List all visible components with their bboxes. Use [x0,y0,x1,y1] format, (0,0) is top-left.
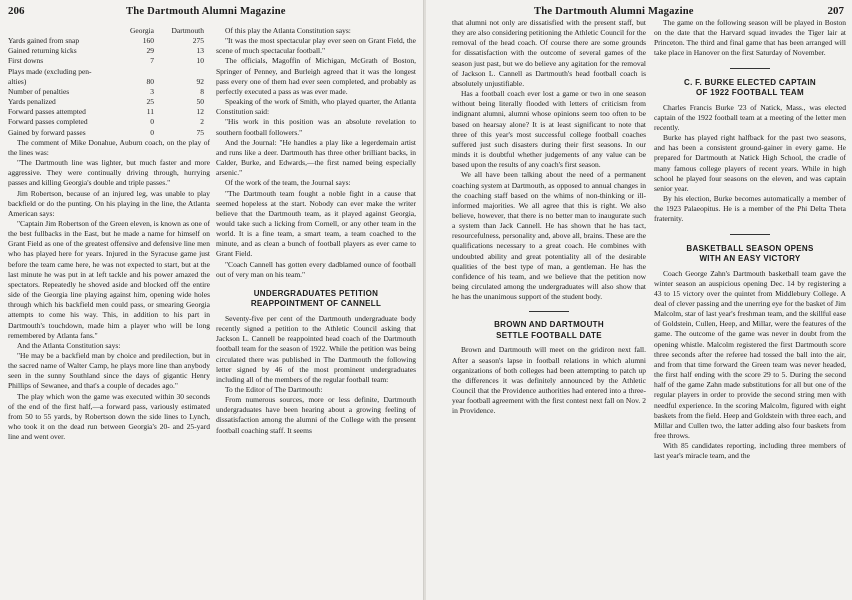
section-rule [730,234,770,235]
paragraph: "Captain Jim Robertson of the Green eleven, is known as one of the best fullbacks in the East, but he made a name for himself on Grant Field as one of the greatest offensive and defensive line men who has played here for years. Injured in the Syracuse game just before the team came here, he was not expected to start, but at the last minute he was put in at left tackle and his power amazed the spectators. Repeatedly he shoved aside and blocked off the entire side of the Georgia line playing against him, opening wide holes through which his backfield men could pass, or smearing Georgia attempts to come his way. This, in addition to his part in Dartmouth's touchdown, made him a player who will be long remembered by Atlanta fans." [8,218,210,340]
paragraph: And the Atlanta Constitution says: [17,340,121,350]
stats-georgia: 7 [150,56,154,66]
paragraph: From numerous sources, more or less definite, Dartmouth undergraduates have been hearing about a growing feeling of dissatisfaction among the alumni of the College with the present football coaching staff. It seems [216,395,416,435]
running-head-left: The Dartmouth Alumni Magazine [126,6,286,17]
stats-label: Number of penalties [8,86,70,96]
left-col2-text [216,26,416,280]
paragraph: Charles Francis Burke '23 of Natick, Mass., was elected captain of the 1922 football team at a meeting of the letter men recently. [654,102,846,132]
heading-petition: UNDERGRADUATES PETITION REAPPOINTMENT OF CANNELL [250,288,382,309]
stats-header-dartmouth: Dartmouth [171,26,204,35]
stats-label: Gained by forward passes [8,127,86,137]
stats-row [8,46,210,56]
paragraph: And the Journal: "He handles a play like a legerdemain artist and runs like a deer. Dartmouth has three other brilliant backs, in Calder, Burke, and Edwards,—the first named being especially arsenic." [216,137,416,178]
stats-georgia: 25 [146,97,154,107]
paragraph: "It was the most spectacular play ever seen on Grant Field, the scene of much spectacular football." [216,36,416,56]
paragraph: "He may be a backfield man by choice and predilection, but in the sacred name of Walter Camp, he plays more line than anybody seen in the sunny Southland since the days of gigantic Henry Phillips of Sewanee, and that's a couple of decades ago." [8,351,210,391]
stats-dartmouth: 2 [200,117,204,127]
paragraph: Brown and Dartmouth will meet on the gridiron next fall. After a season's lapse in football relations in which alumni organizations of both colleges had been attempting to patch up the differences it was definitely announced by the Athletic Council that the Providence authorities had entered into a three-year football agreement with the first contest next fall on Nov. 2 in Providence. [452,345,646,416]
stats-dartmouth: 50 [196,97,204,107]
stats-row [8,128,210,138]
paragraph: "Coach Cannell has gotten every dadblamed ounce of football out of very man on his team." [216,259,416,279]
stats-georgia: 29 [146,46,154,56]
right-col2-text [654,18,846,59]
right-page [426,0,852,600]
stats-label: Plays made (excluding pen- [8,66,92,76]
heading-burke: C. F. BURKE ELECTED CAPTAIN OF 1922 FOOTBALL TEAM [684,77,816,98]
burke-text [654,103,846,225]
left-column-2 [216,26,416,598]
stats-dartmouth: 10 [196,56,204,66]
paragraph: To the Editor of The Dartmouth: [225,385,323,394]
heading-basketball: BASKETBALL SEASON OPENS WITH AN EASY VICTORY [686,243,814,263]
paragraph: We all have been talking about the need of a permanent coaching system at Dartmouth, as opposed to annual changes in the coaching staff based on the whims of non-thinking or ill-informed majorities. We all agree that this is right. We also believe, however, that there is no better man to inaugurate such a system than Jack Cannell. He has shown that he has tact, resourcefulness, personality and, above all, brains. These are the qualifications necessary to a great coach. He combines with undoubted ability and great potentiality all of the desirable qualities of the best type of man, a gentleman. He has the confidence of his team, and we believe that the petition now being circulated among the undergraduates will also show that he has the unanimous support of the student body. [452,170,646,302]
page-number-right: 207 [827,5,844,17]
page-number-left: 206 [8,5,25,17]
stats-dartmouth: 92 [196,76,204,86]
paragraph: By his election, Burke becomes automatically a member of the 1923 Palaeopitus. He is a member of the Phi Delta Theta fraternity. [654,194,846,224]
right-column-2 [654,18,846,598]
stats-georgia: 160 [142,36,154,46]
stats-dartmouth: 75 [196,127,204,137]
stats-header-georgia: Georgia [129,26,154,35]
paragraph: Of the work of the team, the Journal says: [225,178,351,188]
stats-georgia: 0 [150,117,154,127]
paragraph: Has a football coach ever lost a game or two in one season without being literally flooded with letters of criticism from indignant alumni, alumni whose opinions seem too often to be based on hearsay alone? It is at least significant to note that three of this year's most successful college football coaches suffered just such disasters during their first seasons. In our minds it is doubtful whether judgements of any value can be based upon the results of any coach's first season. [452,89,646,170]
right-col1-text [452,18,646,302]
petition-text [216,314,416,436]
stats-georgia: 80 [146,76,154,86]
stats-label: Yards gained from snap [8,36,80,46]
stats-dartmouth: 8 [200,86,204,96]
left-page [0,0,424,600]
paragraph: The game on the following season will be played in Boston on the date that the Harvard squad invades the Tiger lair at Princeton. The third and final game that has been arranged will take place in Hanover on the first Saturday of November. [654,18,846,58]
left-column-1 [8,26,210,598]
stats-georgia: 11 [146,107,154,117]
basketball-text [654,269,846,462]
stats-georgia [110,67,160,77]
stats-georgia: 0 [150,127,154,137]
paragraph: Jim Robertson, because of an injured leg, was unable to play backfield or do the punting. On his playing in the line, the Atlanta American says: [8,188,210,218]
paragraph: The comment of Mike Donahue, Auburn coach, on the play of the lines was: [8,137,210,157]
left-col1-text [8,138,210,443]
paragraph: Of this play the Atlanta Constitution says: [225,26,351,35]
stats-row [8,107,210,117]
stats-dartmouth: 275 [192,36,204,46]
paragraph: Speaking of the work of Smith, who played quarter, the Atlanta Constitution said: [216,97,416,117]
stats-row [8,97,210,107]
settle-text [452,345,646,416]
stats-dartmouth [160,67,210,77]
stats-label: Forward passes attempted [8,107,86,117]
stats-row [8,87,210,97]
stats-label: Yards penalized [8,97,56,107]
paragraph: Burke has played right halfback for the past two seasons, and has been a consistent ground-gainer in every game. He prepared for Dartmouth at Natick High School, the cradle of many famous college players of recent years. While in high school he played four seasons on the eleven, and was captain senior year. [654,133,846,193]
paragraph: "The Dartmouth line was lighter, but much faster and more aggressive. They were continually driving through, hurrying passes and killing Georgia's double and triple passes." [8,158,210,188]
stats-row [8,77,210,87]
stats-dartmouth: 13 [196,46,204,56]
paragraph: that alumni not only are dissatisfied with the present staff, but they are also considering petitioning the Athletic Council for the removal of the head coach. Of course there are some grounds for dissatisfaction with the outcome of several games of the season just past, but we do believe any agitation for the removal of Jackson L. Cannell as Dartmouth's head football coach is absolutely unjustifiable. [452,18,646,88]
right-column-1 [452,18,646,598]
running-head-right: The Dartmouth Alumni Magazine [534,6,694,17]
paragraph: The officials, Magoffin of Michigan, McGrath of Boston, Springer of Penney, and Burleigh agreed that it was the longest pass every one of them had ever seen completed, and probably as perfectly executed a pass as was ever made. [216,56,416,96]
paragraph: Coach George Zahn's Dartmouth basketball team gave the winter season an auspicious opening Dec. 14 by registering a 43 to 15 victory over the quintet from Middlebury College. A deal of clever passing and the unerring eye for the basket of Jim Malcolm, star of last year's freshman team, and the skillful ease of Goldstein, Cullen, Heep, and Millar, were the features of the game. The outcome of the game was never in doubt from the opening whistle. Malcolm registered the first Dartmouth score three seconds after the referee had tossed the ball into the air, and from that time forward the Green team was never headed, the first half ending with the score 29 to 5. During the second half of the game Zahn made substitutions for all but one of the regular players in order to provide the second string men with needful experience. In the scoring Malcolm, figured with eight baskets from the field. Heep and Goldstein with three each, and Millar and Cullen two, the latter adding also four baskets from free throws. [654,268,846,440]
stats-label: First downs [8,56,44,66]
stats-row [8,117,210,127]
paragraph: Seventy-five per cent of the Dartmouth undergraduate body recently signed a petition to the Athletic Council asking that Jackson L. Cannell be reappointed head coach of the Dartmouth football team for the season of 1922. While the petition was being circulated there was published in The Dartmouth the following letter signed by 46 of the most prominent undergraduates including all of the members of the regular football team: [216,313,416,384]
stats-dartmouth: 12 [196,107,204,117]
stats-georgia: 3 [150,86,154,96]
paragraph: With 85 candidates reporting, including three members of last year's miracle team, and the [654,441,846,461]
stats-row [8,56,210,66]
stats-label: Forward passes completed [8,117,88,127]
heading-settle: BROWN AND DARTMOUTH SETTLE FOOTBALL DATE [494,320,604,340]
section-rule [730,68,770,69]
stats-label: alties) [8,76,27,86]
stats-header-row [8,26,210,36]
stats-row [8,36,210,46]
stats-row [8,67,210,77]
game-stats-table [8,26,210,138]
paragraph: "His work in this position was an absolute revelation to southern football followers." [216,117,416,137]
section-rule [529,311,569,312]
stats-label: Gained returning kicks [8,46,77,56]
paragraph: "The Dartmouth team fought a noble fight in a cause that seemed hopeless at the start. Nobody can ever make the writer believe that the Dartmouth team, as it played against Georgia, would take such a licking from Cornell, or any other team in the world. It is a fine team, a smart team, a team coached to the minute, and as clean a bunch of football players as ever came to Grant Field. [216,188,416,259]
paragraph: The play which won the game was executed within 30 seconds of the end of the first half,—a forward pass, variously estimated from 50 to 55 yards, by Robertson down the side lines to Lynch, who took it on the dead run between Georgia's 20- and 25-yard line and went over. [8,391,210,442]
